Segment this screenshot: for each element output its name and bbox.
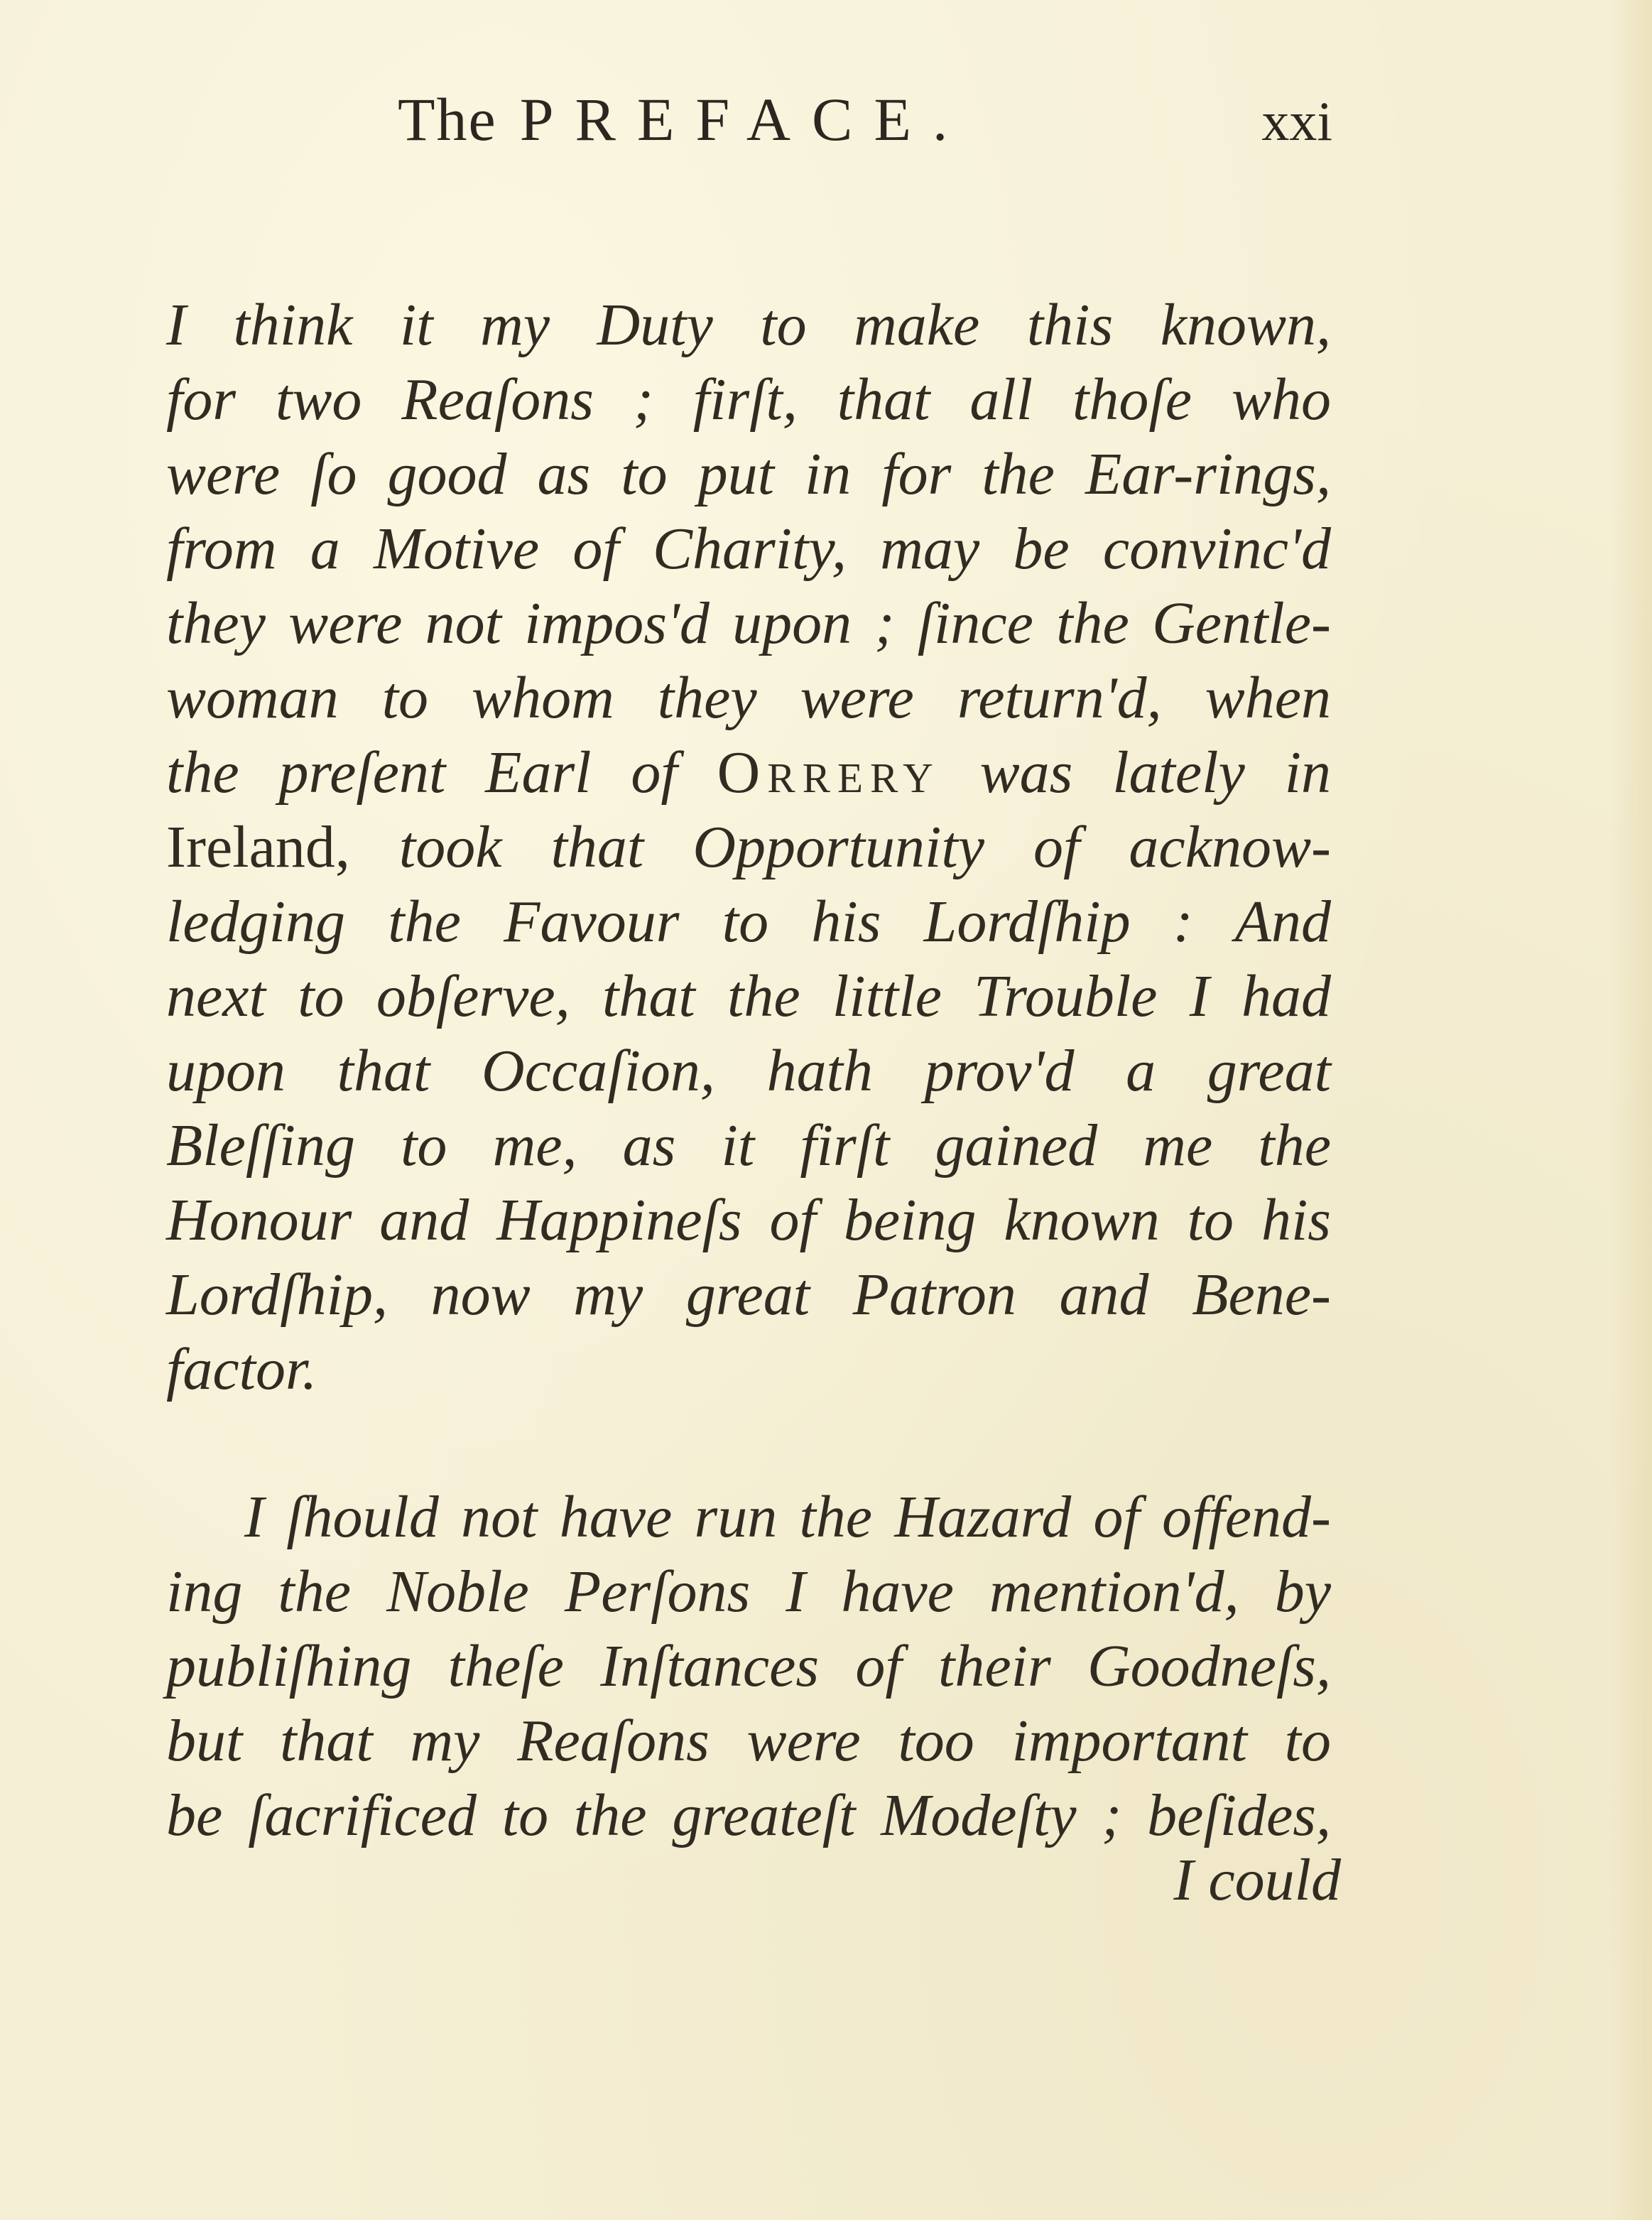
text-line: they were not impos'd upon ; ſince the Gentle- (166, 590, 1331, 656)
text-line: publiſhing theſe Inſtances of their Goodneſs, (166, 1633, 1331, 1699)
text-line: but that my Reaſons were too important to (166, 1708, 1331, 1774)
running-head-title: PREFACE. (519, 85, 969, 153)
text-line: from a Motive of Charity, may be convinc'd (166, 516, 1331, 582)
text-line-with-name (166, 735, 1331, 810)
text-line: I ſhould not have run the Hazard of offend- (244, 1484, 1331, 1550)
text-line: Lordſhip, now my great Patron and Bene- (166, 1262, 1331, 1328)
text-line: ing the Noble Perſons I have mention'd, by (166, 1559, 1331, 1625)
text-line: Bleſſing to me, as it firſt gained me the (166, 1112, 1331, 1179)
text-line: be ſacrificed to the greateſt Modeſty ; beſides, (166, 1782, 1331, 1848)
text-line: for two Reaſons ; firſt, that all thoſe who (166, 367, 1331, 433)
proper-name-orrery: Orrery (717, 740, 940, 806)
text-fragment: was lately in (979, 740, 1331, 806)
running-head-article: The (398, 85, 497, 153)
catchword: I could (1173, 1847, 1341, 1913)
text-line: next to obſerve, that the little Trouble I had (166, 963, 1331, 1029)
text-line: factor. (166, 1336, 317, 1402)
paragraph-1 (166, 288, 1331, 1407)
text-fragment: the preſent Earl of (166, 740, 678, 806)
paragraph-2 (166, 1480, 1331, 1853)
text-line: woman to whom they were return'd, when (166, 665, 1331, 731)
text-line: upon that Occaſion, hath prov'd a great (166, 1038, 1331, 1104)
text-fragment: took that Opportunity of acknow- (398, 814, 1331, 880)
page-number: xxi (1261, 90, 1332, 152)
running-head (398, 84, 969, 155)
text-line: ledging the Favour to his Lordſhip : And (166, 889, 1331, 955)
text-line-with-place (166, 810, 1331, 884)
text-line: I think it my Duty to make this known, (166, 292, 1331, 358)
text-line: Honour and Happineſs of being known to his (166, 1187, 1331, 1253)
place-name-ireland: Ireland, (166, 814, 350, 880)
text-line: were ſo good as to put in for the Ear-rings, (166, 441, 1331, 507)
